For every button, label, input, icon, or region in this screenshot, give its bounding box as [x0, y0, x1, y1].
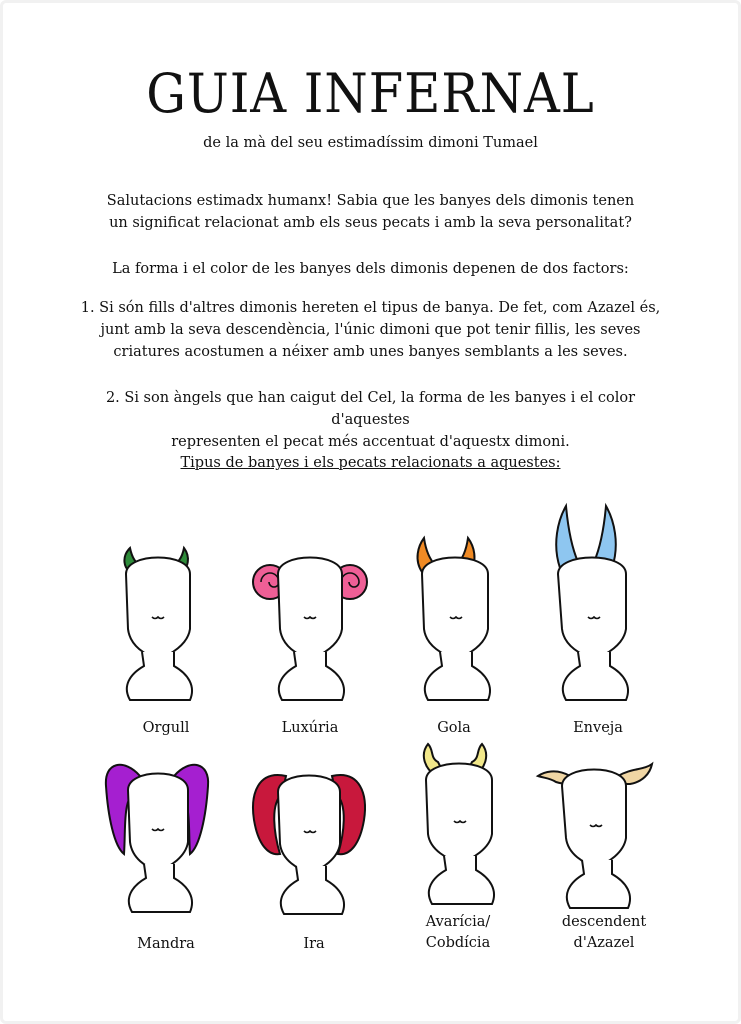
factor-2-line-2: representen el pecat més accentuat d'aquestx dimoni. [171, 434, 570, 450]
label-enveja: Enveja [573, 720, 623, 736]
label-avaricia [388, 912, 528, 954]
page-subtitle: de la mà del seu estimadíssim dimoni Tumael [203, 135, 538, 151]
factors-intro: La forma i el color de les banyes dels dimonis depenen de dos factors: [112, 261, 629, 277]
intro-line-2: un significat relacionat amb els seus pecats i amb la seva personalitat? [109, 215, 632, 231]
guide-page [4, 4, 737, 1016]
head-gola-illustration [408, 534, 528, 714]
factor-2-line-1: 2. Si son àngels que han caigut del Cel, la forma de les banyes i el color d'aquestes [105, 390, 636, 428]
factor-1-line-3: criatures acostumen a néixer amb unes banyes semblants a les seves. [113, 344, 628, 360]
head-enveja-illustration [552, 504, 672, 714]
label-descendent-azazel [534, 912, 674, 954]
head-mandra-illustration [104, 756, 224, 936]
label-azazel-line-1: descendent [561, 914, 647, 930]
figure-orgull [100, 534, 220, 734]
label-avaricia-line-2: Cobdícia [425, 935, 491, 951]
label-gola: Gola [437, 720, 471, 736]
factor-1-line-2: junt amb la seva descendència, l'únic dimoni que pot tenir fillis, les seves [100, 322, 641, 338]
head-orgull-illustration [100, 534, 220, 714]
figure-mandra [104, 756, 224, 956]
label-avaricia-line-1: Avarícia/ [425, 914, 491, 930]
horn-types-heading: Tipus de banyes i els pecats relacionats a aquestes: [180, 455, 561, 471]
label-azazel-line-2: d'Azazel [573, 935, 635, 951]
figure-luxuria [250, 534, 370, 734]
head-luxuria-illustration [250, 534, 370, 714]
head-ira-illustration [252, 764, 372, 944]
head-avaricia-illustration [416, 742, 536, 922]
factor-1-paragraph [70, 297, 671, 363]
label-ira: Ira [303, 936, 325, 952]
label-mandra: Mandra [137, 936, 195, 952]
figure-gola [408, 534, 528, 734]
intro-line-1: Salutacions estimadx humanx! Sabia que les banyes dels dimonis tenen [106, 193, 635, 209]
factor-2-paragraph [70, 387, 671, 453]
figure-enveja [552, 504, 672, 704]
intro-paragraph [64, 190, 677, 234]
page-title: GUIA INFERNAL [146, 62, 595, 125]
label-luxuria: Luxúria [281, 720, 339, 736]
label-orgull: Orgull [142, 720, 190, 736]
factor-1-line-1: 1. Si són fills d'altres dimonis hereten el tipus de banya. De fet, com Azazel és, [80, 300, 661, 316]
